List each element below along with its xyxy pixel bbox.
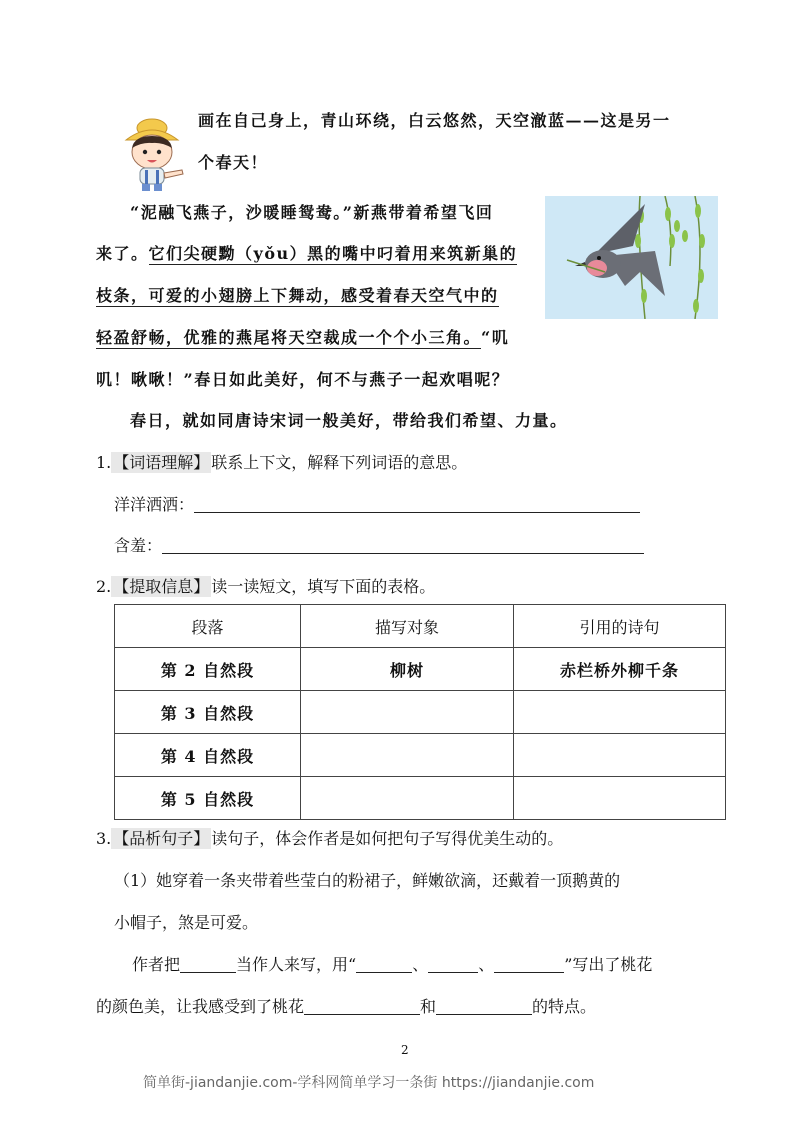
q2-tag: 【提取信息】 (113, 577, 210, 596)
swallow-line-5: 叽！啾啾！”春日如此美好，何不与燕子一起欢唱呢？ (96, 370, 510, 389)
table-header-cell: 描写对象 (301, 605, 514, 648)
q3-blank-word-2[interactable] (428, 956, 478, 973)
q2-heading (96, 574, 435, 597)
page-number: 2 (401, 1043, 409, 1057)
q3-fill-text: 、 (478, 955, 495, 974)
q1-tag: 【词语理解】 (113, 453, 210, 472)
q1-heading (96, 450, 467, 473)
q3-fill-text: 的特点。 (532, 997, 597, 1016)
swallow-line-2: 来了。它们尖硬黝（yǒu）黑的嘴中叼着用来筑新巢的 (96, 244, 518, 263)
swallow-line-1: “泥融飞燕子，沙暖睡鸳鸯。”新燕带着希望飞回 (130, 203, 494, 222)
table-cell-object: 柳树 (301, 648, 514, 691)
table-row (115, 777, 726, 820)
q3-sentence-line-1: （1）她穿着一条夹带着些莹白的粉裙子，鲜嫩欲滴，还戴着一顶鹅黄的 (114, 871, 621, 890)
q1-prompt: 联系上下文，解释下列词语的意思。 (211, 453, 468, 472)
q3-fill-text: 的颜色美，让我感受到了桃花 (96, 997, 305, 1016)
table-cell-paragraph: 第 2 自然段 (115, 648, 301, 691)
q1-word2-answer-blank[interactable] (162, 537, 644, 554)
q1-word1-row (114, 492, 640, 515)
q3-sentence-line-2: 小帽子，煞是可爱。 (114, 913, 259, 932)
q3-fill-text: 、 (412, 955, 429, 974)
q3-tag: 【品析句子】 (113, 829, 210, 848)
q3-fill-text: 当作人来写，用“ (236, 955, 357, 974)
cartoon-child-illustration (118, 118, 190, 192)
q3-blank-word-3[interactable] (494, 956, 564, 973)
swallow-illustration (545, 196, 718, 319)
q3-blank-object[interactable] (180, 956, 236, 973)
q2-prompt: 读一读短文，填写下面的表格。 (211, 577, 436, 596)
q3-fill-text: 作者把 (132, 955, 181, 974)
table-row (115, 691, 726, 734)
q1-word1-label: 洋洋洒洒： (114, 495, 195, 514)
table-cell-paragraph: 第 5 自然段 (115, 777, 301, 820)
closing-sentence: 春日，就如同唐诗宋词一般美好，带给我们希望、力量。 (130, 411, 568, 430)
table-cell-paragraph: 第 4 自然段 (115, 734, 301, 777)
table-header-cell: 段落 (115, 605, 301, 648)
q3-heading (96, 826, 563, 849)
table-cell-paragraph: 第 3 自然段 (115, 691, 301, 734)
q3-fill-text: ”写出了桃花 (564, 955, 653, 974)
intro-line-1: 画在自己身上，青山环绕，白云悠然，天空澈蓝——这是另一 (198, 111, 671, 130)
q3-number: 3. (96, 829, 112, 848)
table-row (115, 648, 726, 691)
q1-word2-label: 含羞： (114, 536, 163, 555)
q3-fill-line-1 (132, 952, 652, 975)
info-table (114, 604, 726, 820)
q3-prompt: 读句子，体会作者是如何把句子写得优美生动的。 (211, 829, 564, 848)
table-cell-object[interactable] (301, 734, 514, 777)
table-row (115, 734, 726, 777)
swallow-line-4: 轻盈舒畅，优雅的燕尾将天空裁成一个个小三角。“叽 (96, 328, 510, 347)
q3-fill-line-2 (96, 994, 596, 1017)
table-header-row (115, 605, 726, 648)
q1-word2-row (114, 533, 644, 556)
q1-number: 1. (96, 453, 112, 472)
table-cell-poem: 赤栏桥外柳千条 (514, 648, 726, 691)
table-cell-poem[interactable] (514, 734, 726, 777)
q1-word1-answer-blank[interactable] (194, 496, 640, 513)
table-cell-poem[interactable] (514, 691, 726, 734)
q3-blank-word-1[interactable] (356, 956, 412, 973)
swallow-line-3: 枝条，可爱的小翅膀上下舞动，感受着春天空气中的 (96, 286, 499, 305)
table-header-cell: 引用的诗句 (514, 605, 726, 648)
table-cell-object[interactable] (301, 691, 514, 734)
q3-blank-trait-1[interactable] (304, 998, 420, 1015)
intro-line-2: 个春天！ (198, 153, 269, 172)
q2-number: 2. (96, 577, 112, 596)
footer-watermark: 简单街-jiandanjie.com-学科网简单学习一条街 https://jiandanjie.com (143, 1075, 595, 1091)
q3-fill-text: 和 (420, 997, 437, 1016)
table-cell-object[interactable] (301, 777, 514, 820)
table-cell-poem[interactable] (514, 777, 726, 820)
q3-blank-trait-2[interactable] (436, 998, 532, 1015)
